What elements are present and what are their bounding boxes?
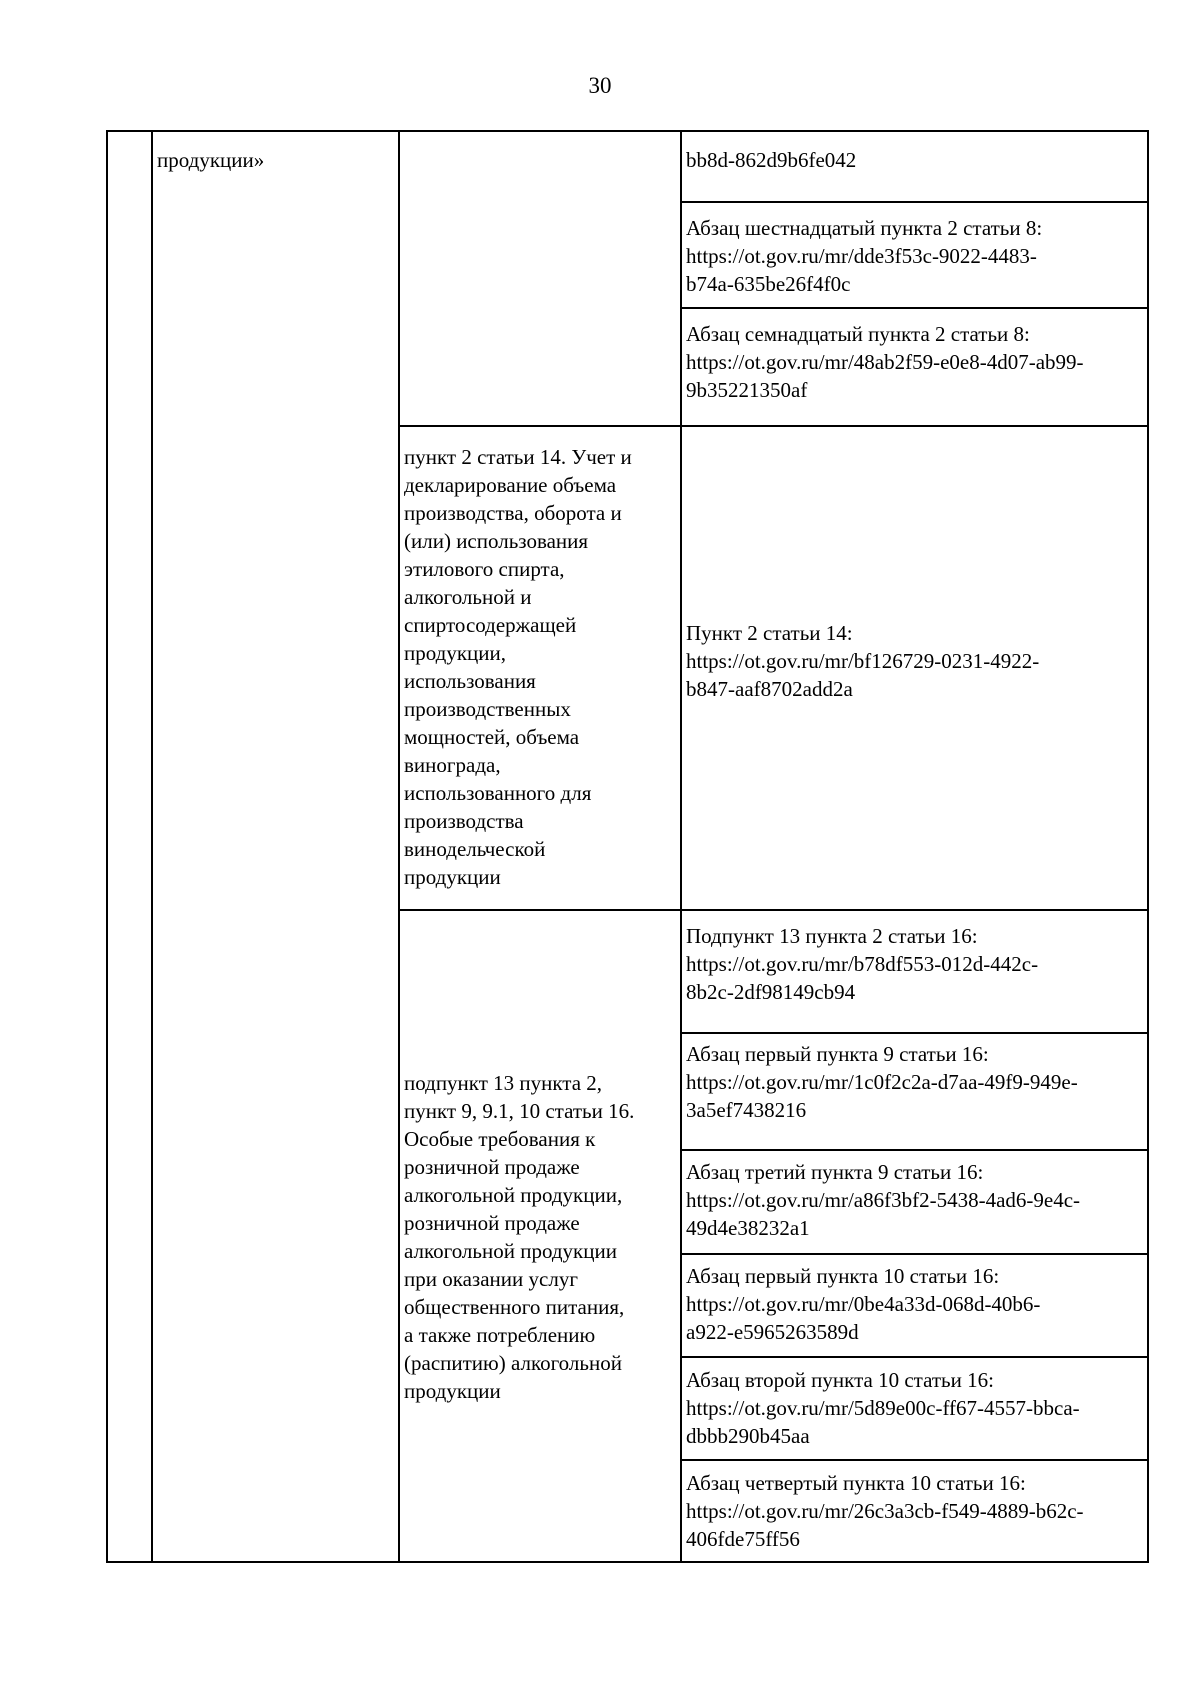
link-cell: Абзац семнадцатый пункта 2 статьи 8: https://ot.gov.ru/mr/48ab2f59-e0e8-4d07-ab99- 9b35221350af xyxy=(686,322,1084,402)
table-border-top xyxy=(106,130,1149,132)
link-cell: Подпункт 13 пункта 2 статьи 16: https://ot.gov.ru/mr/b78df553-012d-442c- 8b2c-2df98149cb94 xyxy=(686,924,1039,1004)
link-cell: Абзац первый пункта 10 статьи 16: https://ot.gov.ru/mr/0be4a33d-068d-40b6- a922-e5965263589d xyxy=(686,1264,1041,1344)
table-border-bottom xyxy=(106,1561,1149,1563)
link-row-divider xyxy=(680,1253,1149,1255)
column-divider-1 xyxy=(151,130,153,1563)
link-row-divider xyxy=(680,1356,1149,1358)
link-cell: Абзац третий пункта 9 статьи 16: https://ot.gov.ru/mr/a86f3bf2-5438-4ad6-9e4c- 49d4e38232a1 xyxy=(686,1160,1081,1240)
link-row-divider xyxy=(680,1032,1149,1034)
requirement-cell: пункт 2 статьи 14. Учет и декларирование объема производства, оборота и (или) использования этилового спирта, алкогольной и спиртосодержащей продукции, использования производственных мощностей, объема винограда, использованного для производства винодельческой продукции xyxy=(404,445,632,889)
link-row-divider xyxy=(680,1149,1149,1151)
column-divider-2 xyxy=(398,130,400,1563)
link-cell: Пункт 2 статьи 14: https://ot.gov.ru/mr/bf126729-0231-4922- b847-aaf8702add2a xyxy=(686,621,1040,701)
table-border-left xyxy=(106,130,108,1563)
link-cell: Абзац второй пункта 10 статьи 16: https://ot.gov.ru/mr/5d89e00c-ff67-4557-bbca- dbbb290b45aa xyxy=(686,1368,1080,1448)
link-cell: Абзац четвертый пункта 10 статьи 16: https://ot.gov.ru/mr/26c3a3cb-f549-4889-b62c- 406fde75ff56 xyxy=(686,1471,1084,1551)
continuation-text: продукции» xyxy=(157,148,265,172)
page-number: 30 xyxy=(588,73,612,98)
link-row-divider xyxy=(680,307,1149,309)
link-cell: Абзац первый пункта 9 статьи 16: https://ot.gov.ru/mr/1c0f2c2a-d7aa-49f9-949e- 3a5ef7438216 xyxy=(686,1042,1078,1122)
link-cell: bb8d-862d9b6fe042 xyxy=(686,148,857,172)
column-divider-3 xyxy=(680,130,682,1563)
requirement-cell: подпункт 13 пункта 2, пункт 9, 9.1, 10 статьи 16. Особые требования к розничной продаже алкогольной продукции, розничной продаже алкогольной продукции при оказании услуг общественного питания, а также потреблению (распитию) алкогольной продукции xyxy=(404,1071,635,1403)
link-row-divider xyxy=(680,1459,1149,1461)
group-divider-2 xyxy=(398,909,1149,911)
link-cell: Абзац шестнадцатый пункта 2 статьи 8: https://ot.gov.ru/mr/dde3f53c-9022-4483- b74a-635be26f4f0c xyxy=(686,216,1043,296)
link-row-divider xyxy=(680,201,1149,203)
group-divider-1 xyxy=(398,425,1149,427)
